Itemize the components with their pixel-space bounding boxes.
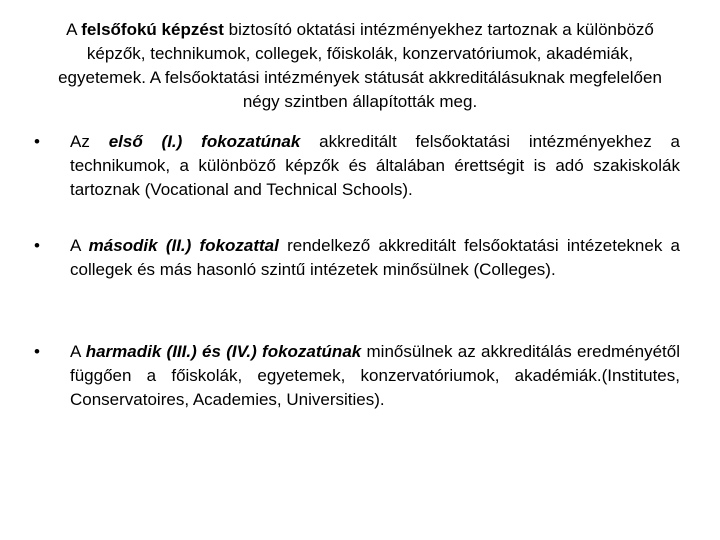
bullet-item-third-fourth-level — [30, 340, 680, 412]
bullet-list-1 — [30, 130, 680, 202]
bullet-dot-icon: • — [34, 236, 40, 255]
intro-paragraph — [52, 18, 668, 114]
intro-text: biztosító oktatási intézményekhez tartoznak a különböző képzők, technikumok, collegek, főiskolák, konzervatóriumok, akadémiák, egyetemek. A felsőoktatási intézmények státusát akkreditálásuknak megfelelően négy szintben állapították meg. — [58, 20, 662, 111]
bullet-prefix: A — [70, 236, 89, 255]
bullet-text: rendelkező akkreditált felsőoktatási intézeteknek a collegek és más hasonló szintű intézetek minősülnek (Colleges). — [70, 236, 681, 279]
bullet-prefix: A — [70, 342, 86, 361]
bullet-item-second-level — [30, 234, 680, 282]
bullet-text: minősülnek az akkreditálás eredményétől függően a főiskolák, egyetemek, konzervatóriumok, akadémiák.(Institutes, Conservatoires, Academies, Universities). — [70, 342, 680, 409]
intro-prefix: A — [66, 20, 82, 39]
bullet-dot-icon: • — [34, 132, 40, 151]
bullet-emphasis: második (II.) fokozattal — [88, 236, 279, 255]
bullet-emphasis: harmadik (III.) és (IV.) fokozatúnak — [85, 342, 362, 361]
bullet-prefix: Az — [70, 132, 109, 151]
bullet-list-3 — [30, 340, 680, 412]
intro-bold-phrase: felsőfokú képzést — [81, 20, 224, 39]
bullet-item-first-level — [30, 130, 680, 202]
bullet-dot-icon: • — [34, 342, 40, 361]
bullet-list-2 — [30, 234, 680, 282]
bullet-emphasis: első (I.) fokozatúnak — [108, 132, 301, 151]
bullet-text: akkreditált felsőoktatási intézményekhez a technikumok, a különböző képzők és általában érettségit is adó szakiskolák tartoznak (Vocational and Technical Schools). — [70, 132, 680, 199]
